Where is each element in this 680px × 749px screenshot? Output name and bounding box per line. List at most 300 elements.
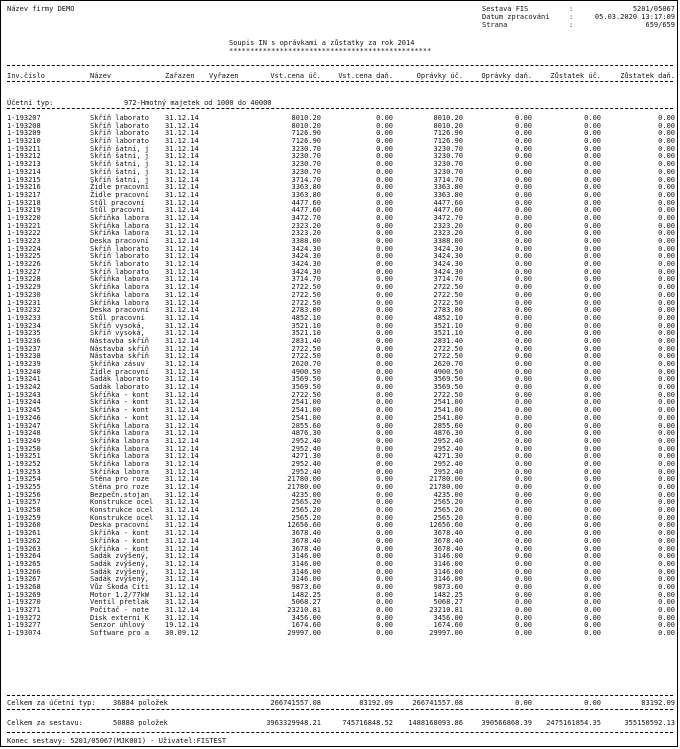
- col-bal-acc: 0.00: [584, 167, 601, 176]
- col-dep-acc: 2722.50: [433, 298, 463, 307]
- col-acq-tax: 0.00: [376, 429, 393, 438]
- col-acq-tax: 0.00: [376, 229, 393, 238]
- col-dep-tax: 0.00: [515, 252, 532, 261]
- col-acq-acc: 2722.50: [291, 298, 321, 307]
- col-dep-tax: 0.00: [515, 160, 532, 169]
- col-inv-number: 1-193239: [7, 360, 41, 368]
- col-acq-tax: 0.00: [376, 398, 393, 407]
- col-placed: 31.12.14: [165, 213, 199, 222]
- col-dep-tax: 0.00: [515, 513, 532, 522]
- col-dep-tax: 0.00: [515, 436, 532, 445]
- col-bal-acc: 0.00: [584, 459, 601, 468]
- col-inv-number: 1-193214: [7, 167, 41, 176]
- col-name: Nástavba skříň: [90, 336, 150, 345]
- col-acq-acc: 3424.30: [291, 260, 321, 269]
- col-placed: 31.12.14: [165, 606, 199, 614]
- col-dep-acc: 3146.00: [433, 567, 463, 576]
- col-placed: 31.12.14: [165, 221, 199, 230]
- col-acq-acc: 2541.00: [291, 413, 321, 422]
- col-acq-tax: 0.00: [376, 198, 393, 207]
- col-dep-tax: 0.00: [515, 390, 532, 399]
- col-placed: 31.12.14: [165, 383, 199, 392]
- col-acq-acc: 2323.20: [291, 229, 321, 238]
- col-placed: 19.12.14: [165, 621, 199, 630]
- col-dep-acc: 2855.60: [433, 421, 463, 430]
- summary-col-acq-tax: 83192.09: [359, 699, 393, 707]
- col-dep-tax: 0.00: [515, 483, 532, 491]
- system-label: Sestava FIS: [482, 5, 529, 13]
- col-bal-tax: 0.00: [658, 559, 675, 568]
- col-dep-acc: 12656.60: [429, 521, 463, 530]
- col-acq-acc: 3678.40: [291, 536, 321, 545]
- col-acq-tax: 0.00: [376, 383, 393, 392]
- col-acq-tax: 0.00: [376, 421, 393, 430]
- col-dep-tax: 0.00: [515, 152, 532, 161]
- col-inv-number: 1-193277: [7, 621, 41, 630]
- col-inv-number: 1-193266: [7, 567, 41, 576]
- col-dep-tax: 0.00: [515, 498, 532, 507]
- col-bal-tax: 0.00: [658, 175, 675, 184]
- col-placed: 31.12.14: [165, 129, 199, 138]
- col-inv-number: 1-193209: [7, 129, 41, 138]
- col-inv-number: 1-193236: [7, 336, 41, 345]
- summary-col-dep-tax: 0.00: [515, 699, 532, 707]
- col-inv-number: 1-193215: [7, 175, 41, 184]
- col-bal-tax: 0.00: [658, 137, 675, 146]
- col-inv-number: 1-193256: [7, 490, 41, 499]
- col-acq-tax: 0.00: [376, 344, 393, 353]
- col-inv-number: 1-193268: [7, 582, 41, 591]
- col-placed: 31.12.14: [165, 267, 199, 276]
- col-acq-acc: 3424.30: [291, 267, 321, 276]
- col-name: Skříňka labora: [90, 444, 150, 453]
- col-dep-tax: 0.00: [515, 598, 532, 607]
- col-bal-acc: 0.00: [584, 498, 601, 507]
- col-acq-tax: 0.00: [376, 283, 393, 292]
- col-placed: 31.12.14: [165, 467, 199, 476]
- col-bal-tax: 0.00: [658, 436, 675, 445]
- col-dep-acc: 2541.00: [433, 413, 463, 422]
- col-dep-tax: 0.00: [515, 129, 532, 138]
- col-dep-acc: 2783.00: [433, 306, 463, 315]
- total-divider: [7, 732, 673, 733]
- col-bal-acc: 0.00: [584, 483, 601, 491]
- col-bal-acc: 0.00: [584, 298, 601, 307]
- col-acq-acc: 2855.60: [291, 421, 321, 430]
- col-bal-acc: 0.00: [584, 152, 601, 161]
- col-dep-tax: 0.00: [515, 190, 532, 199]
- col-bal-tax: 0.00: [658, 121, 675, 130]
- col-placed: 31.12.14: [165, 452, 199, 461]
- col-name: Skříň šatní, j: [90, 152, 150, 161]
- section-divider: [7, 108, 673, 109]
- col-bal-acc: 0.00: [584, 175, 601, 184]
- col-bal-tax: 0.00: [658, 498, 675, 507]
- col-acq-tax: 0.00: [376, 129, 393, 138]
- col-dep-acc: 8010.20: [433, 121, 463, 130]
- system-value: 5201/05067: [632, 5, 675, 13]
- col-bal-acc: 0.00: [584, 629, 601, 638]
- col-acq-tax: 0.00: [376, 336, 393, 345]
- col-name: Deska pracovní: [90, 521, 150, 530]
- col-acq-acc: 4876.30: [291, 429, 321, 438]
- col-acq-tax: 0.00: [376, 121, 393, 130]
- col-bal-acc: 0.00: [584, 160, 601, 169]
- col-acq-tax: 0.00: [376, 467, 393, 476]
- summary-col-dep-acc: 1488168093.86: [408, 719, 463, 727]
- col-dep-tax: 0.00: [515, 383, 532, 392]
- col-name: Deska pracovní: [90, 237, 150, 245]
- col-placed: 31.12.14: [165, 498, 199, 507]
- col-inv-number: 1-193243: [7, 390, 41, 399]
- col-dep-acc: 4477.60: [433, 206, 463, 215]
- col-placed: 31.12.14: [165, 144, 199, 153]
- col-dep-tax: 0.00: [515, 267, 532, 276]
- col-acq-tax: 0.00: [376, 521, 393, 530]
- col-dep-acc: 4235.00: [433, 490, 463, 499]
- col-placed: 31.12.14: [165, 567, 199, 576]
- col-dep-acc: 2952.40: [433, 467, 463, 476]
- col-name: Skříň laborato: [90, 244, 150, 253]
- account-type-value: 972-Hmotný majetek od 1000 do 40000: [124, 99, 272, 107]
- col-inv-number: 1-193229: [7, 283, 41, 292]
- col-bal-acc: 0.00: [584, 360, 601, 368]
- col-acq-tax: 0.00: [376, 498, 393, 507]
- col-dep-tax: 0.00: [515, 306, 532, 315]
- subtotal-divider-bottom: [7, 709, 673, 710]
- col-bal-tax: 0.00: [658, 421, 675, 430]
- col-bal-acc: 0.00: [584, 383, 601, 392]
- col-acq-acc: 3569.50: [291, 383, 321, 392]
- col-acq-tax: 0.00: [376, 367, 393, 376]
- col-bal-tax: 0.00: [658, 536, 675, 545]
- col-name: Skříňka - kont: [90, 536, 150, 545]
- col-dep-tax: 0.00: [515, 629, 532, 638]
- col-name: Skříňka - kont: [90, 406, 150, 415]
- col-bal-acc: 0.00: [584, 290, 601, 299]
- col-bal-tax: 0.00: [658, 306, 675, 315]
- col-acq-tax: 0.00: [376, 459, 393, 468]
- col-acq-tax: 0.00: [376, 313, 393, 322]
- col-acq-acc: 3146.00: [291, 559, 321, 568]
- col-inv-number: 1-193217: [7, 190, 41, 199]
- col-acq-tax: 0.00: [376, 483, 393, 491]
- col-dep-acc: 2541.00: [433, 406, 463, 415]
- col-bal-acc: 0.00: [584, 475, 601, 484]
- col-acq-acc: 4477.60: [291, 198, 321, 207]
- col-acq-tax: 0.00: [376, 436, 393, 445]
- col-dep-acc: 4900.50: [433, 367, 463, 376]
- col-dep-tax: 0.00: [515, 413, 532, 422]
- col-name: Skříň šatní, j: [90, 175, 150, 184]
- col-placed: 31.12.14: [165, 183, 199, 192]
- col-placed: 31.12.14: [165, 352, 199, 361]
- col-dep-tax: 0.00: [515, 352, 532, 361]
- summary-col-bal-acc: 0.00: [584, 699, 601, 707]
- col-dep-acc: 3714.70: [433, 275, 463, 284]
- col-name: Skříň šatní, j: [90, 144, 150, 153]
- col-placed: 31.12.14: [165, 490, 199, 499]
- col-placed-header: Zařazen: [165, 72, 195, 80]
- col-placed: 31.12.14: [165, 190, 199, 199]
- col-acq-tax: 0.00: [376, 552, 393, 561]
- col-acq-acc: 2722.50: [291, 283, 321, 292]
- col-dep-tax: 0.00: [515, 559, 532, 568]
- col-bal-acc: 0.00: [584, 521, 601, 530]
- col-placed: 31.12.14: [165, 198, 199, 207]
- col-acq-acc: 2620.70: [291, 360, 321, 368]
- col-bal-acc: 0.00: [584, 352, 601, 361]
- date-label: Datum zpracování: [482, 13, 550, 21]
- col-bal-tax: 0.00: [658, 275, 675, 284]
- col-bal-acc: 0.00: [584, 529, 601, 538]
- col-bal-tax: 0.00: [658, 390, 675, 399]
- col-acq-tax: 0.00: [376, 237, 393, 245]
- col-inv-number: 1-193224: [7, 244, 41, 253]
- summary-count: 50888 položek: [113, 719, 168, 727]
- col-acq-tax: 0.00: [376, 529, 393, 538]
- col-acq-acc: 2722.50: [291, 352, 321, 361]
- col-acq-tax: 0.00: [376, 598, 393, 607]
- col-placed: 31.12.14: [165, 590, 199, 599]
- col-dep-tax: 0.00: [515, 521, 532, 530]
- col-acq-tax: 0.00: [376, 590, 393, 599]
- col-placed: 31.12.14: [165, 252, 199, 261]
- col-acq-tax: 0.00: [376, 114, 393, 122]
- col-acq-tax: 0.00: [376, 175, 393, 184]
- col-bal-acc: 0.00: [584, 406, 601, 415]
- col-bal-tax: 0.00: [658, 213, 675, 222]
- summary-label: Celkem za sestavu:: [7, 719, 83, 727]
- col-acq-acc: 8010.20: [291, 121, 321, 130]
- col-acq-acc: 2565.20: [291, 513, 321, 522]
- col-dep-tax: 0.00: [515, 544, 532, 553]
- col-inv-number: 1-193219: [7, 206, 41, 215]
- col-placed: 31.12.14: [165, 160, 199, 169]
- col-dep-acc: 3521.10: [433, 329, 463, 338]
- col-dep-acc: 23210.81: [429, 606, 463, 614]
- col-bal-tax: 0.00: [658, 521, 675, 530]
- col-acq-tax: 0.00: [376, 606, 393, 614]
- col-acq-acc: 4900.50: [291, 367, 321, 376]
- col-acq-acc: 2722.50: [291, 390, 321, 399]
- col-dep-acc: 3230.70: [433, 152, 463, 161]
- col-acq-tax: 0.00: [376, 190, 393, 199]
- col-acq-acc: 3569.50: [291, 375, 321, 384]
- col-name: Skříň vysoká,: [90, 321, 145, 330]
- col-retired-header: Vyřazen: [209, 72, 239, 80]
- col-placed: 31.12.14: [165, 344, 199, 353]
- col-inv-number: 1-193252: [7, 459, 41, 468]
- col-acq-acc: 4271.30: [291, 452, 321, 461]
- col-placed: 31.12.14: [165, 613, 199, 622]
- date-value: 05.03.2020 13:17:09: [594, 13, 675, 21]
- report-title: Soupis IN s oprávkami a zůstatky za rok 2014: [229, 39, 415, 47]
- col-inv-number: 1-193238: [7, 352, 41, 361]
- col-bal-tax: 0.00: [658, 160, 675, 169]
- col-inv-number: 1-193246: [7, 413, 41, 422]
- col-bal-acc: 0.00: [584, 582, 601, 591]
- col-inv-number: 1-193248: [7, 429, 41, 438]
- col-inv-number: 1-193233: [7, 313, 41, 322]
- col-placed: 31.12.14: [165, 229, 199, 238]
- col-inv-number: 1-193245: [7, 406, 41, 415]
- col-name: Sadák zvýšený,: [90, 575, 150, 584]
- col-dep-acc: 1674.60: [433, 621, 463, 630]
- col-bal-tax: 0.00: [658, 375, 675, 384]
- col-bal-tax: 0.00: [658, 621, 675, 630]
- col-placed: 31.12.14: [165, 206, 199, 215]
- col-inv-number: 1-193255: [7, 483, 41, 491]
- col-name: Skříňka - kont: [90, 413, 150, 422]
- col-bal-acc: 0.00: [584, 137, 601, 146]
- col-inv-number: 1-193222: [7, 229, 41, 238]
- col-acq-tax: 0.00: [376, 167, 393, 176]
- col-dep-tax: 0.00: [515, 114, 532, 122]
- col-name: Nástavba skříň: [90, 352, 150, 361]
- col-inv-number: 1-193261: [7, 529, 41, 538]
- col-bal-tax: 0.00: [658, 613, 675, 622]
- col-acq-tax: 0.00: [376, 444, 393, 453]
- col-dep-acc: 2952.40: [433, 444, 463, 453]
- col-acq-tax: 0.00: [376, 160, 393, 169]
- col-inv-number: 1-193254: [7, 475, 41, 484]
- col-dep-tax: 0.00: [515, 398, 532, 407]
- col-acq-tax: 0.00: [376, 413, 393, 422]
- col-inv-number: 1-193247: [7, 421, 41, 430]
- col-acq-acc: 1482.25: [291, 590, 321, 599]
- col-name: Skříňka - kont: [90, 390, 150, 399]
- col-acq-acc: 2952.40: [291, 436, 321, 445]
- col-placed: 31.12.14: [165, 552, 199, 561]
- col-bal-tax: 0.00: [658, 206, 675, 215]
- col-name: Bezpečn.stojan: [90, 490, 150, 499]
- col-placed: 31.12.14: [165, 121, 199, 130]
- col-dep-acc: 2722.50: [433, 290, 463, 299]
- col-acq-acc: 3230.70: [291, 152, 321, 161]
- col-bal-acc: 0.00: [584, 567, 601, 576]
- col-bal-acc: 0.00: [584, 613, 601, 622]
- col-inv-number: 1-193253: [7, 467, 41, 476]
- col-acq-tax: 0.00: [376, 290, 393, 299]
- col-acq-acc: 2831.40: [291, 336, 321, 345]
- col-inv-number: 1-193272: [7, 613, 41, 622]
- col-inv-number: 1-193230: [7, 290, 41, 299]
- col-acq-acc: 3230.70: [291, 167, 321, 176]
- col-dep-tax: 0.00: [515, 213, 532, 222]
- col-name: Skříň laborato: [90, 121, 150, 130]
- report-footer: Konec sestavy: 5201/05067(MJK001) - Uživatel:FISTEST: [7, 737, 227, 745]
- header-divider-bottom: [7, 81, 673, 82]
- col-acq-acc: 1674.60: [291, 621, 321, 630]
- col-name: Deska pracovní: [90, 306, 150, 315]
- col-dep-acc: 2323.20: [433, 221, 463, 230]
- col-dep-acc: 3472.70: [433, 213, 463, 222]
- col-name: Stůl pracovní: [90, 198, 145, 207]
- col-dep-acc: 3388.00: [433, 237, 463, 245]
- col-inv-number: 1-193251: [7, 452, 41, 461]
- col-acq-acc: 2323.20: [291, 221, 321, 230]
- col-dep-tax: 0.00: [515, 206, 532, 215]
- col-bal-tax: 0.00: [658, 152, 675, 161]
- col-dep-tax: 0.00: [515, 536, 532, 545]
- col-dep-tax: 0.00: [515, 244, 532, 253]
- col-inv-number: 1-193208: [7, 121, 41, 130]
- col-inv-number: 1-193264: [7, 552, 41, 561]
- col-inv-number: 1-193263: [7, 544, 41, 553]
- account-type-label: Účetní typ:: [7, 99, 54, 107]
- col-bal-acc: 0.00: [584, 267, 601, 276]
- summary-col-bal-tax: 83192.09: [641, 699, 675, 707]
- col-dep-acc: 2323.20: [433, 229, 463, 238]
- col-inv-number: 1-193232: [7, 306, 41, 315]
- col-dep-tax: 0.00: [515, 283, 532, 292]
- col-dep-acc: 3569.50: [433, 375, 463, 384]
- col-acq-tax: 0.00: [376, 513, 393, 522]
- col-dep-acc: 3424.30: [433, 267, 463, 276]
- col-name: Skříňka labora: [90, 436, 150, 445]
- col-acq-acc-header: Vst.cena úč.: [270, 72, 321, 80]
- col-name: Skříňka - kont: [90, 529, 150, 538]
- col-dep-acc: 3424.30: [433, 252, 463, 261]
- col-name: Skříňka labora: [90, 275, 150, 284]
- col-bal-tax: 0.00: [658, 475, 675, 484]
- col-acq-acc: 12656.60: [287, 521, 321, 530]
- col-acq-tax-header: Vst.cena daň.: [338, 72, 393, 80]
- col-acq-acc: 23210.81: [287, 606, 321, 614]
- col-acq-tax: 0.00: [376, 260, 393, 269]
- col-bal-acc: 0.00: [584, 429, 601, 438]
- col-acq-tax: 0.00: [376, 490, 393, 499]
- col-placed: 31.12.14: [165, 413, 199, 422]
- col-placed: 31.12.14: [165, 175, 199, 184]
- col-inv-number: 1-193210: [7, 137, 41, 146]
- col-placed: 31.12.14: [165, 313, 199, 322]
- col-placed: 31.12.14: [165, 329, 199, 338]
- col-dep-acc: 3363.80: [433, 190, 463, 199]
- col-acq-acc: 3363.80: [291, 190, 321, 199]
- col-name: Stůl pracovní: [90, 313, 145, 322]
- summary-label: Celkem za účetní typ:: [7, 699, 96, 707]
- col-dep-acc: 21780.00: [429, 483, 463, 491]
- col-bal-tax: 0.00: [658, 290, 675, 299]
- col-acq-tax: 0.00: [376, 452, 393, 461]
- col-placed: 31.12.14: [165, 375, 199, 384]
- col-name: Skříňka labora: [90, 229, 150, 238]
- col-bal-tax: 0.00: [658, 567, 675, 576]
- col-name: Skříň laborato: [90, 137, 150, 146]
- col-acq-tax: 0.00: [376, 621, 393, 630]
- col-acq-tax: 0.00: [376, 567, 393, 576]
- summary-col-bal-acc: 2475161854.35: [546, 719, 601, 727]
- col-acq-acc: 5068.27: [291, 598, 321, 607]
- col-placed: 31.12.14: [165, 290, 199, 299]
- col-bal-tax: 0.00: [658, 260, 675, 269]
- col-name: Konstrukce ocel: [90, 506, 154, 515]
- col-acq-tax: 0.00: [376, 144, 393, 153]
- col-acq-acc: 3146.00: [291, 552, 321, 561]
- col-acq-acc: 2783.00: [291, 306, 321, 315]
- col-placed: 31.12.14: [165, 444, 199, 453]
- col-bal-tax: 0.00: [658, 552, 675, 561]
- col-bal-tax: 0.00: [658, 336, 675, 345]
- col-dep-acc: 2541.00: [433, 398, 463, 407]
- col-name: Skříňka labora: [90, 467, 150, 476]
- col-placed: 31.12.14: [165, 237, 199, 245]
- col-bal-acc: 0.00: [584, 544, 601, 553]
- col-bal-tax: 0.00: [658, 467, 675, 476]
- col-dep-tax: 0.00: [515, 221, 532, 230]
